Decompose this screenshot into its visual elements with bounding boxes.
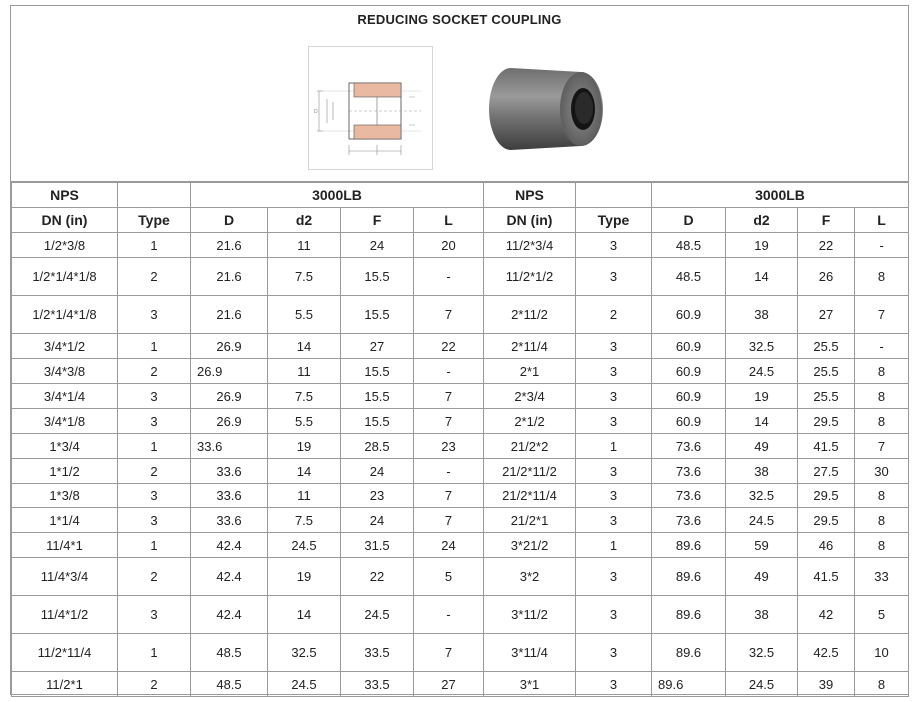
table-cell: 26.9 [191, 384, 268, 409]
table-cell: 8 [855, 258, 909, 296]
column-header: DN (in) [12, 208, 118, 233]
table-cell: 30 [855, 459, 909, 484]
table-row [12, 484, 909, 508]
table-cell: 26.9 [191, 359, 268, 384]
table-cell: 8 [855, 672, 909, 697]
table-cell: 23 [341, 484, 414, 508]
table-cell: 26.9 [191, 334, 268, 359]
table-cell: 10 [855, 634, 909, 672]
table-cell: 3 [576, 258, 652, 296]
table-cell: 48.5 [652, 258, 726, 296]
column-header: L [414, 208, 484, 233]
table-cell: 5 [414, 558, 484, 596]
table-cell: 21/2*2 [484, 434, 576, 459]
spec-sheet [10, 5, 909, 695]
table-cell: 89.6 [652, 558, 726, 596]
table-cell: 2 [118, 672, 191, 697]
table-cell: 73.6 [652, 434, 726, 459]
column-header: F [798, 208, 855, 233]
table-cell: 21.6 [191, 258, 268, 296]
table-cell: 19 [726, 233, 798, 258]
table-row [12, 558, 909, 596]
table-cell: 8 [855, 484, 909, 508]
column-header: L [855, 208, 909, 233]
table-cell: 1 [118, 334, 191, 359]
table-cell: 2*1 [484, 359, 576, 384]
table-cell: 27 [798, 296, 855, 334]
table-cell: 24.5 [726, 672, 798, 697]
table-cell: 33.6 [191, 459, 268, 484]
column-header: DN (in) [484, 208, 576, 233]
table-cell: 29.5 [798, 409, 855, 434]
table-cell: 5 [855, 596, 909, 634]
table-cell: 14 [268, 596, 341, 634]
table-row [12, 258, 909, 296]
table-cell: 38 [726, 459, 798, 484]
table-cell: 32.5 [726, 634, 798, 672]
table-cell: 7 [414, 409, 484, 434]
column-header: d2 [726, 208, 798, 233]
table-row [12, 459, 909, 484]
table-cell: 33 [855, 558, 909, 596]
table-cell: 11 [268, 484, 341, 508]
page-title: REDUCING SOCKET COUPLING [357, 12, 562, 27]
table-cell: 11/4*3/4 [12, 558, 118, 596]
table-cell: 3 [576, 596, 652, 634]
table-cell: 2*3/4 [484, 384, 576, 409]
table-cell: 21/2*11/4 [484, 484, 576, 508]
dimensions-table [11, 182, 909, 697]
table-cell: 23 [414, 434, 484, 459]
table-cell: 14 [726, 258, 798, 296]
table-cell: 33.6 [191, 434, 268, 459]
coupling-photo [489, 58, 607, 158]
table-cell: 26.9 [191, 409, 268, 434]
table-cell: 1 [118, 434, 191, 459]
column-header: Type [118, 208, 191, 233]
table-cell: 29.5 [798, 508, 855, 533]
table-cell: 25.5 [798, 359, 855, 384]
coupling-cross-section-drawing [308, 46, 433, 170]
group-header-nps-left: NPS [12, 183, 118, 208]
table-cell: 26 [798, 258, 855, 296]
table-cell: 7.5 [268, 508, 341, 533]
table-cell: 49 [726, 434, 798, 459]
table-cell: 1/2*1/4*1/8 [12, 258, 118, 296]
table-cell: 25.5 [798, 334, 855, 359]
table-cell: 3 [576, 409, 652, 434]
table-cell: 14 [268, 459, 341, 484]
table-cell: 2*11/2 [484, 296, 576, 334]
table-cell: 42.4 [191, 596, 268, 634]
table-cell: 3 [576, 558, 652, 596]
table-cell: 24.5 [268, 533, 341, 558]
svg-text:D: D [314, 109, 318, 115]
table-cell: 25.5 [798, 384, 855, 409]
table-cell: 3 [576, 233, 652, 258]
column-header-row [12, 208, 909, 233]
table-cell: 48.5 [652, 233, 726, 258]
table-cell: 3 [118, 596, 191, 634]
column-header: F [341, 208, 414, 233]
table-cell: 5.5 [268, 409, 341, 434]
table-cell: 24.5 [726, 359, 798, 384]
table-cell: 11 [268, 359, 341, 384]
table-cell: 7 [414, 634, 484, 672]
table-cell: 48.5 [191, 634, 268, 672]
table-cell: 41.5 [798, 558, 855, 596]
table-cell: 32.5 [726, 334, 798, 359]
table-cell: 3 [576, 459, 652, 484]
table-cell: 3*1 [484, 672, 576, 697]
table-cell: 7 [414, 508, 484, 533]
table-cell: 8 [855, 384, 909, 409]
table-cell: 2 [118, 558, 191, 596]
table-cell: 42.5 [798, 634, 855, 672]
table-cell: 21.6 [191, 296, 268, 334]
table-cell: 27.5 [798, 459, 855, 484]
table-cell: 3 [576, 359, 652, 384]
table-cell: 89.6 [652, 533, 726, 558]
table-cell: 1 [118, 634, 191, 672]
table-row [12, 334, 909, 359]
table-cell: 73.6 [652, 484, 726, 508]
table-cell: 2 [118, 359, 191, 384]
group-header-class-right: 3000LB [652, 183, 909, 208]
table-cell: 33.6 [191, 484, 268, 508]
table-cell: 1*1/2 [12, 459, 118, 484]
table-cell: 3 [576, 508, 652, 533]
header-panel [11, 6, 908, 182]
table-cell: 15.5 [341, 359, 414, 384]
table-cell: 15.5 [341, 384, 414, 409]
table-cell: 48.5 [191, 672, 268, 697]
table-cell: 27 [341, 334, 414, 359]
table-cell: 73.6 [652, 508, 726, 533]
table-cell: 8 [855, 409, 909, 434]
table-cell: 42.4 [191, 558, 268, 596]
table-cell: 15.5 [341, 409, 414, 434]
table-cell: 2*11/4 [484, 334, 576, 359]
table-cell: 1 [118, 533, 191, 558]
table-cell: 24 [414, 533, 484, 558]
table-cell: 19 [726, 384, 798, 409]
table-cell: 29.5 [798, 484, 855, 508]
table-cell: 11/2*11/4 [12, 634, 118, 672]
table-cell: 46 [798, 533, 855, 558]
group-header-class-left: 3000LB [191, 183, 484, 208]
table-cell: 8 [855, 533, 909, 558]
table-cell: 32.5 [726, 484, 798, 508]
table-cell: 24 [341, 233, 414, 258]
table-cell: 3 [118, 484, 191, 508]
table-cell: 7.5 [268, 384, 341, 409]
table-cell: 73.6 [652, 459, 726, 484]
table-row [12, 596, 909, 634]
table-row [12, 359, 909, 384]
table-row [12, 672, 909, 697]
table-cell: 42.4 [191, 533, 268, 558]
table-cell: 11 [268, 233, 341, 258]
table-cell: 5.5 [268, 296, 341, 334]
table-row [12, 434, 909, 459]
table-cell: 3*21/2 [484, 533, 576, 558]
group-header-blank-left [118, 183, 191, 208]
table-cell: 24 [341, 508, 414, 533]
table-cell: 15.5 [341, 258, 414, 296]
table-cell: 89.6 [652, 672, 726, 697]
table-cell: 7 [414, 296, 484, 334]
table-cell: 3/4*1/8 [12, 409, 118, 434]
table-cell: 28.5 [341, 434, 414, 459]
table-cell: 3/4*1/2 [12, 334, 118, 359]
table-cell: 3*11/2 [484, 596, 576, 634]
table-cell: 33.5 [341, 634, 414, 672]
table-cell: 1*3/8 [12, 484, 118, 508]
table-cell: 1*1/4 [12, 508, 118, 533]
table-cell: 7 [414, 484, 484, 508]
table-cell: 3 [118, 409, 191, 434]
table-cell: 3 [576, 484, 652, 508]
table-cell: 7.5 [268, 258, 341, 296]
table-row [12, 533, 909, 558]
table-cell: 42 [798, 596, 855, 634]
table-row [12, 384, 909, 409]
table-row [12, 508, 909, 533]
table-cell: 7 [414, 384, 484, 409]
table-cell: 11/4*1/2 [12, 596, 118, 634]
table-cell: 60.9 [652, 296, 726, 334]
table-cell: 19 [268, 558, 341, 596]
table-cell: 3 [576, 672, 652, 697]
table-cell: 8 [855, 359, 909, 384]
table-cell: 19 [268, 434, 341, 459]
table-cell: 11/2*1/2 [484, 258, 576, 296]
column-header: D [652, 208, 726, 233]
table-cell: 11/4*1 [12, 533, 118, 558]
table-cell: 24.5 [726, 508, 798, 533]
table-cell: 33.6 [191, 508, 268, 533]
table-cell: 31.5 [341, 533, 414, 558]
table-cell: 3 [576, 334, 652, 359]
table-cell: 21/2*1 [484, 508, 576, 533]
table-cell: - [414, 258, 484, 296]
table-cell: 1 [576, 434, 652, 459]
table-cell: - [855, 233, 909, 258]
table-cell: 24 [341, 459, 414, 484]
table-cell: 89.6 [652, 634, 726, 672]
table-cell: 60.9 [652, 359, 726, 384]
table-cell: 27 [414, 672, 484, 697]
table-cell: - [414, 459, 484, 484]
table-row [12, 233, 909, 258]
table-cell: 7 [855, 296, 909, 334]
table-cell: 24.5 [341, 596, 414, 634]
table-cell: 2 [118, 258, 191, 296]
table-cell: 22 [798, 233, 855, 258]
table-cell: 7 [855, 434, 909, 459]
table-cell: 3 [576, 384, 652, 409]
table-cell: 60.9 [652, 334, 726, 359]
table-cell: - [855, 334, 909, 359]
table-cell: - [414, 596, 484, 634]
table-cell: 3*11/4 [484, 634, 576, 672]
column-header: d2 [268, 208, 341, 233]
table-cell: 15.5 [341, 296, 414, 334]
table-cell: 89.6 [652, 596, 726, 634]
table-row [12, 296, 909, 334]
table-cell: 1 [576, 533, 652, 558]
group-header-blank-right [576, 183, 652, 208]
table-cell: 1 [118, 233, 191, 258]
table-cell: 1/2*1/4*1/8 [12, 296, 118, 334]
table-cell: 20 [414, 233, 484, 258]
table-row [12, 409, 909, 434]
table-row [12, 634, 909, 672]
table-cell: 39 [798, 672, 855, 697]
table-cell: 11/2*3/4 [484, 233, 576, 258]
table-cell: 33.5 [341, 672, 414, 697]
table-cell: 21/2*11/2 [484, 459, 576, 484]
column-header: D [191, 208, 268, 233]
table-cell: 3 [118, 508, 191, 533]
table-cell: 2*1/2 [484, 409, 576, 434]
table-cell: 38 [726, 296, 798, 334]
table-cell: 14 [726, 409, 798, 434]
table-cell: 3 [118, 384, 191, 409]
table-cell: 3/4*3/8 [12, 359, 118, 384]
table-cell: 2 [118, 459, 191, 484]
table-cell: 14 [268, 334, 341, 359]
table-cell: 22 [341, 558, 414, 596]
table-cell: 21.6 [191, 233, 268, 258]
table-cell: 49 [726, 558, 798, 596]
table-cell: 22 [414, 334, 484, 359]
table-cell: 3 [576, 634, 652, 672]
table-cell: 2 [576, 296, 652, 334]
table-cell: 60.9 [652, 384, 726, 409]
table-cell: 11/2*1 [12, 672, 118, 697]
table-cell: 3 [118, 296, 191, 334]
table-cell: 38 [726, 596, 798, 634]
table-cell: 1/2*3/8 [12, 233, 118, 258]
table-cell: 41.5 [798, 434, 855, 459]
table-cell: 32.5 [268, 634, 341, 672]
group-header-row [12, 183, 909, 208]
table-cell: 8 [855, 508, 909, 533]
column-header: Type [576, 208, 652, 233]
table-cell: 3/4*1/4 [12, 384, 118, 409]
group-header-nps-right: NPS [484, 183, 576, 208]
table-cell: 60.9 [652, 409, 726, 434]
table-cell: 24.5 [268, 672, 341, 697]
table-cell: 59 [726, 533, 798, 558]
table-cell: - [414, 359, 484, 384]
table-cell: 3*2 [484, 558, 576, 596]
table-cell: 1*3/4 [12, 434, 118, 459]
